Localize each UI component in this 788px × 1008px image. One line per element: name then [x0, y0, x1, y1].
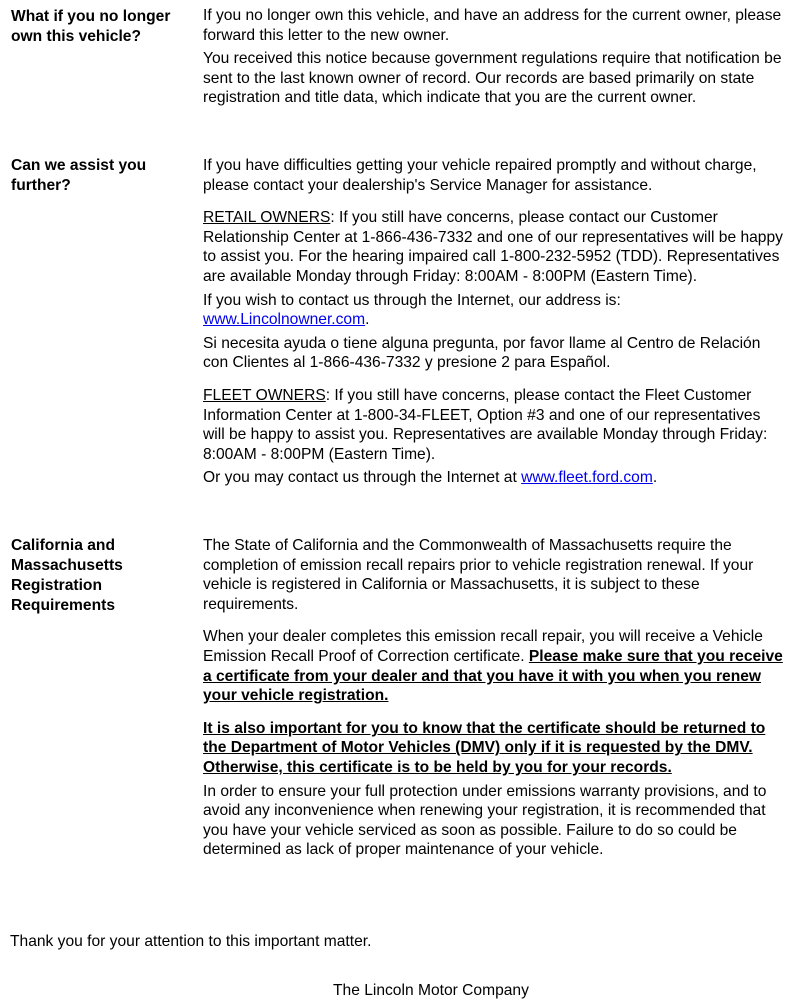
internet-paragraph — [203, 291, 783, 330]
california-paragraph-2 — [203, 627, 783, 705]
fleet-internet-paragraph — [203, 468, 783, 488]
section-body-california — [203, 536, 783, 860]
fleet-owners-paragraph — [203, 386, 783, 464]
retail-owners-text: : If you still have concerns, please contact our Customer Relationship Center at 1-866-436-7332 and one of our representatives will be happy to assist you. For the hearing impaired call 1-800-232-5952 (TDD). Representatives are available Monday through Friday: 8:00AM - 8:00PM (Eastern Time). — [203, 209, 783, 285]
fleet-internet-text: Or you may contact us through the Internet at — [203, 469, 522, 487]
lincoln-owner-link[interactable]: www.Lincolnowner.com — [203, 311, 366, 329]
internet-end: . — [365, 311, 370, 329]
section-label-ownership: What if you no longer own this vehicle? — [11, 8, 171, 45]
internet-text: If you wish to contact us through the Internet, our address is: — [203, 291, 621, 309]
ownership-paragraph-2: You received this notice because government regulations require that notification be sent to the last known owner of record. Our records are based primarily on state registration and title data, which indicate that you are the current owner. — [203, 50, 782, 107]
fleet-ford-link[interactable]: www.fleet.ford.com — [521, 469, 653, 487]
certificate-emphasis: Please make sure that you receive a certificate from your dealer and that you have it with you when you renew your vehicle registration. — [203, 647, 783, 705]
company-signature: The Lincoln Motor Company — [333, 982, 529, 999]
spanish-paragraph: Si necesita ayuda o tiene alguna pregunta, por favor llame al Centro de Relación con Clientes al 1-866-436-7332 y presione 2 para Español. — [203, 334, 761, 372]
california-paragraph-1: The State of California and the Commonwealth of Massachusetts require the completion of emission recall repairs prior to vehicle registration renewal. If your vehicle is registered in California or Massachusetts, it is subject to these requirements. — [203, 537, 754, 613]
dmv-notice-paragraph: It is also important for you to know that the certificate should be returned to the Department of Motor Vehicles (DMV) only if it is requested by the DMV. Otherwise, this certificate is to be held by you for your records. — [203, 719, 766, 776]
fleet-internet-end: . — [652, 469, 658, 487]
fleet-owners-text: : If you still have concerns, please contact the Fleet Customer Information Center at 1-800-34-FLEET, Option #3 and one of our representatives will be happy to assist you. Representatives are available Monday through Friday: 8:00AM - 8:00PM (Eastern Time). — [203, 386, 768, 463]
certificate-text: When your dealer completes this emission recall repair, you will receive a Vehicle Emission Recall Proof of Correction certificate. — [203, 628, 763, 665]
section-body-assist — [203, 156, 783, 488]
retail-owners-heading: RETAIL OWNERS — [203, 209, 331, 227]
closing-line: Thank you for your attention to this important matter. — [10, 933, 372, 950]
retail-owners-paragraph — [203, 208, 783, 286]
assist-paragraph-1: If you have difficulties getting your vehicle repaired promptly and without charge, please contact your dealership's Service Manager for assistance. — [203, 157, 757, 194]
section-body-ownership — [203, 6, 783, 108]
section-label-assist: Can we assist you further? — [11, 157, 147, 194]
ownership-paragraph-1: If you no longer own this vehicle, and have an address for the current owner, please forward this letter to the new owner. — [203, 7, 782, 44]
california-paragraph-4: In order to ensure your full protection under emissions warranty provisions, and to avoid any inconvenience when renewing your registration, it is recommended that you have your vehicle serviced as soon as possible. Failure to do so could be determined as lack of proper maintenance of your vehicle. — [203, 782, 767, 859]
fleet-owners-heading: FLEET OWNERS — [203, 386, 326, 404]
section-label-california: California and Massachusetts Registration Requirements — [11, 537, 123, 614]
